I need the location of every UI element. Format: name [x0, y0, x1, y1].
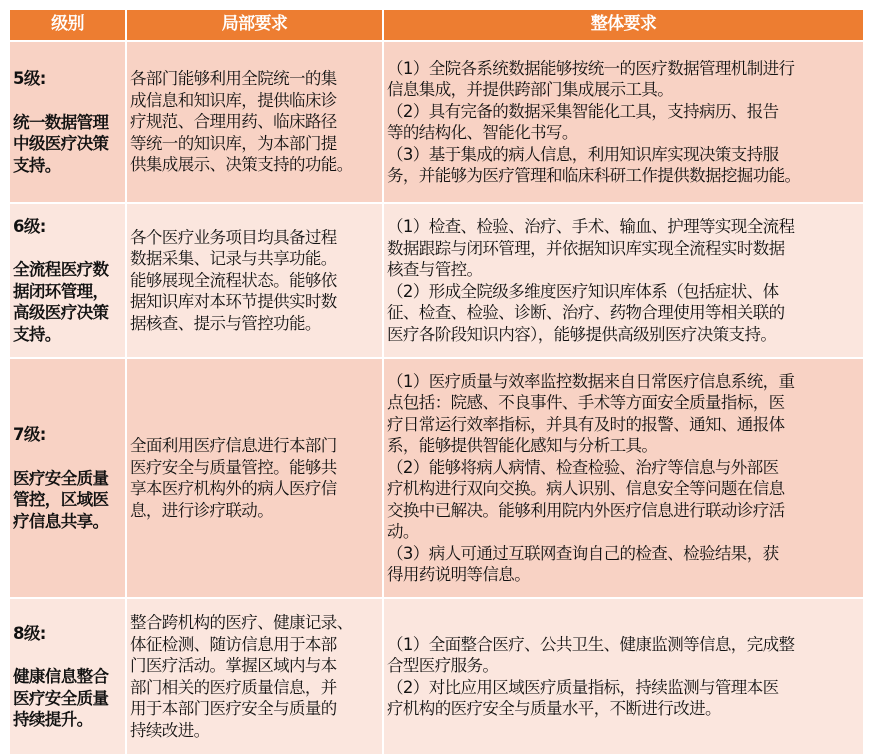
overall-item: （3）基于集成的病人信息，利用知识库实现决策支持服 务，并能够为医疗管理和临床科研工作提供数据挖掘功能。 [387, 144, 801, 185]
level-cell [9, 41, 126, 203]
overall-requirement [383, 41, 864, 203]
local-requirement: 全面利用医疗信息进行本部门 医疗安全与质量管控。能够共 享本医疗机构外的病人医疗信 息，进行诊疗联动。 [126, 358, 383, 598]
overall-item: （1）全院各系统数据能够按统一的医疗数据管理机制进行 信息集成，并提供跨部门集成展示工具。 [387, 58, 795, 99]
local-requirement: 整合跨机构的医疗、健康记录、 体征检测、随访信息用于本部 门医疗活动。掌握区域内与本 部门相关的医疗质量信息，并 用于本部门医疗安全与质量的 持续改进。 [126, 598, 383, 755]
table-row-level-8 [9, 598, 864, 755]
header-row [9, 9, 864, 41]
overall-item: （1）全面整合医疗、公共卫生、健康监测等信息，完成整 合型医疗服务。 [387, 634, 795, 675]
overall-item: （2）具有完备的数据采集智能化工具，支持病历、报告 等的结构化、智能化书写。 [387, 101, 779, 142]
level-title: 健康信息整合 医疗安全质量 持续提升。 [13, 667, 109, 729]
overall-item: （1）医疗质量与效率监控数据来自日常医疗信息系统，重 点包括：院感、不良事件、手术等方面安全质量指标，医 疗日常运行效率指标，并具有及时的报警、通知、通报体 系，能够提供智能化感知与分析工具。 [387, 371, 795, 455]
level-label: 5级: [13, 69, 46, 88]
level-label: 8级: [13, 623, 46, 643]
overall-requirement [383, 203, 864, 358]
level-cell [9, 203, 126, 358]
overall-requirement [383, 598, 864, 755]
overall-item: （1）检查、检验、治疗、手术、输血、护理等实现全流程 数据跟踪与闭环管理，并依据知识库实现全流程实时数据 核查与管控。 [387, 217, 795, 279]
level-title: 全流程医疗数 据闭环管理， 高级医疗决策 支持。 [13, 260, 109, 344]
overall-item: （2）能够将病人病情、检查检验、治疗等信息与外部医 疗机构进行双向交换。病人识别、信息安全等问题在信息 交换中已解决。能够利用院内外医疗信息进行联动诊疗活 动。 [387, 457, 785, 541]
header-level: 级别 [9, 9, 126, 41]
local-requirement: 各部门能够利用全院统一的集 成信息和知识库，提供临床诊 疗规范、合理用药、临床路径 等统一的知识库，为本部门提 供集成展示、决策支持的功能。 [126, 41, 383, 203]
table-row-level-5 [9, 41, 864, 203]
overall-requirement [383, 358, 864, 598]
level-label: 7级: [13, 425, 46, 444]
header-overall: 整体要求 [383, 9, 864, 41]
overall-item: （2）对比应用区域医疗质量指标，持续监测与管理本医 疗机构的医疗安全与质量水平，不断进行改进。 [387, 677, 779, 718]
header-local: 局部要求 [126, 9, 383, 41]
local-requirement: 各个医疗业务项目均具备过程 数据采集、记录与共享功能。 能够展现全流程状态。能够依 据知识库对本环节提供实时数 据核查、提示与管控功能。 [126, 203, 383, 358]
table-row-level-6 [9, 203, 864, 358]
level-cell [9, 358, 126, 598]
overall-item: （2）形成全院级多维度医疗知识库体系（包括症状、体 征、检查、检验、诊断、治疗、药物合理使用等相关联的 医疗各阶段知识内容），能够提供高级别医疗决策支持。 [387, 281, 785, 344]
table-row-level-7 [9, 358, 864, 598]
level-title: 医疗安全质量 管控，区域医 疗信息共享。 [13, 468, 109, 531]
level-cell [9, 598, 126, 755]
requirements-table [8, 8, 865, 756]
level-label: 6级: [13, 216, 46, 236]
level-title: 统一数据管理 中级医疗决策 支持。 [13, 112, 109, 175]
overall-item: （3）病人可通过互联网查询自己的检查、检验结果，获 得用药说明等信息。 [387, 543, 779, 584]
